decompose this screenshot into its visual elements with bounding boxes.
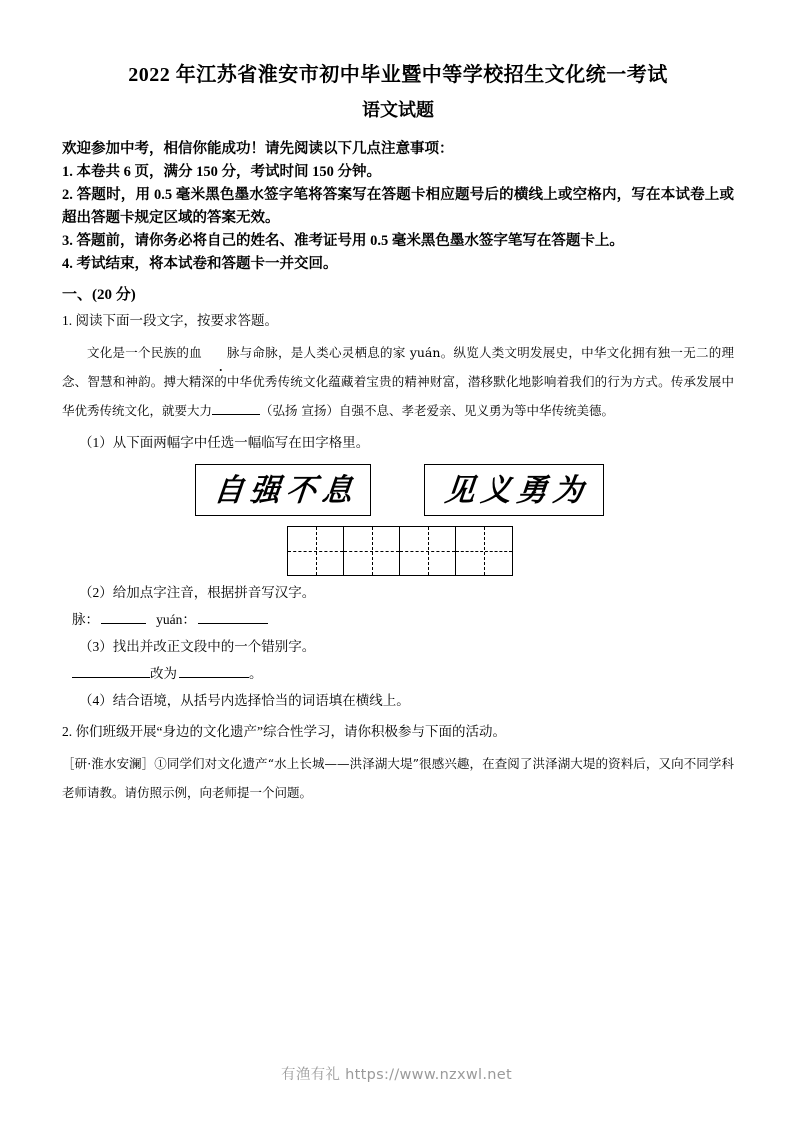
question-1-sub-3-label: （3）找出并改正文段中的一个错别字。 <box>79 639 316 654</box>
dotted-char-mai: 脉 <box>202 338 240 367</box>
tianzige-grid-wrap <box>62 524 734 580</box>
question-1-sub-2-answers <box>62 606 734 634</box>
answer-label-mai: 脉： <box>72 612 99 627</box>
page-title: 2022 年江苏省淮安市初中毕业暨中等学校招生文化统一考试 <box>128 64 668 86</box>
watermark: 有渔有礼 https://www.nzxwl.net <box>281 1067 512 1083</box>
question-1-sub-1-label: （1）从下面两幅字中任选一幅临写在田字格里。 <box>79 435 370 450</box>
question-2-body-text: ［研·淮水安澜］①同学们对文化遗产“水上长城——洪泽湖大堤”很感兴趣，在查阅了洪泽湖大堤的资料后，又向不同学科老师请教。请仿照示例，向老师提一个问题。 <box>62 756 734 800</box>
instruction-line-3: 3. 答题前，请你务必将自己的姓名、准考证号用 0.5 毫米黑色墨水签字笔写在答题卡上。 <box>62 233 624 249</box>
answer-blank-yuan[interactable] <box>198 623 268 624</box>
answer-blank-mai[interactable] <box>101 623 146 624</box>
question-1-sub-2-label: （2）给加点字注音，根据拼音写汉字。 <box>79 585 316 600</box>
page-subtitle: 语文试题 <box>362 100 434 120</box>
tianzige-cell[interactable] <box>456 527 512 575</box>
answer-blank-correct-char[interactable] <box>179 677 249 678</box>
calligraphy-row <box>62 464 734 522</box>
question-2-body <box>62 749 734 807</box>
section-heading-one: 一、(20 分) <box>62 287 136 303</box>
question-2-stem: 2. 你们班级开展“身边的文化遗产”综合性学习，请你积极参与下面的活动。 <box>62 724 506 739</box>
answer-blank-wrong-char[interactable] <box>72 677 150 678</box>
instruction-line-0: 欢迎参加中考，相信你能成功！请先阅读以下几点注意事项： <box>62 141 454 157</box>
tianzige-cell[interactable] <box>288 527 344 575</box>
instruction-line-2: 2. 答题时，用 0.5 毫米黑色墨水签字笔将答案写在答题卡相应题号后的横线上或空格内，写在本试卷上或超出答题卡规定区域的答案无效。 <box>62 187 734 226</box>
question-1-sub-4-label: （4）结合语境，从括号内选择恰当的词语填在横线上。 <box>79 693 410 708</box>
instruction-line-4: 4. 考试结束，将本试卷和答题卡一并交回。 <box>62 256 338 272</box>
tianzige-cell[interactable] <box>344 527 400 575</box>
page-content <box>62 60 734 807</box>
passage-part-3: （弘扬 宣扬）自强不息、孝老爱亲、见义勇为等中华传统美德。 <box>260 403 614 418</box>
instructions-block <box>62 138 734 276</box>
answer-period: 。 <box>249 666 263 681</box>
passage-part-2: 与命脉，是人类心灵栖息的家 yuán。纵览人类文明发展史，中华文化拥有独一无二的理念、智慧和神韵。搏大精深的中华优秀传统文化蕴藏着宝贵的精神财富，潜移默化地影响着我们的行为方式。传承发展中华优秀传统文化，就要大力 <box>62 345 734 418</box>
calligraphy-text-right: 见义勇为 <box>443 471 592 508</box>
calligraphy-box-left[interactable] <box>195 464 371 516</box>
passage-blank[interactable] <box>212 414 260 415</box>
passage-paragraph <box>62 338 734 425</box>
answer-connector-gaiwei: 改为 <box>150 666 177 681</box>
calligraphy-box-right[interactable] <box>424 464 604 516</box>
question-1-sub-3-answers <box>62 660 734 688</box>
instruction-line-1: 1. 本卷共 6 页，满分 150 分，考试时间 150 分钟。 <box>62 164 381 180</box>
question-1-stem: 1. 阅读下面一段文字，按要求答题。 <box>62 313 278 328</box>
tianzige-grid[interactable] <box>287 526 513 576</box>
passage-part-1: 文化是一个民族的血 <box>87 345 202 360</box>
tianzige-cell[interactable] <box>400 527 456 575</box>
question-1-passage <box>62 338 734 425</box>
answer-label-yuan: yuán： <box>156 612 196 627</box>
calligraphy-text-left: 自强不息 <box>212 471 361 508</box>
